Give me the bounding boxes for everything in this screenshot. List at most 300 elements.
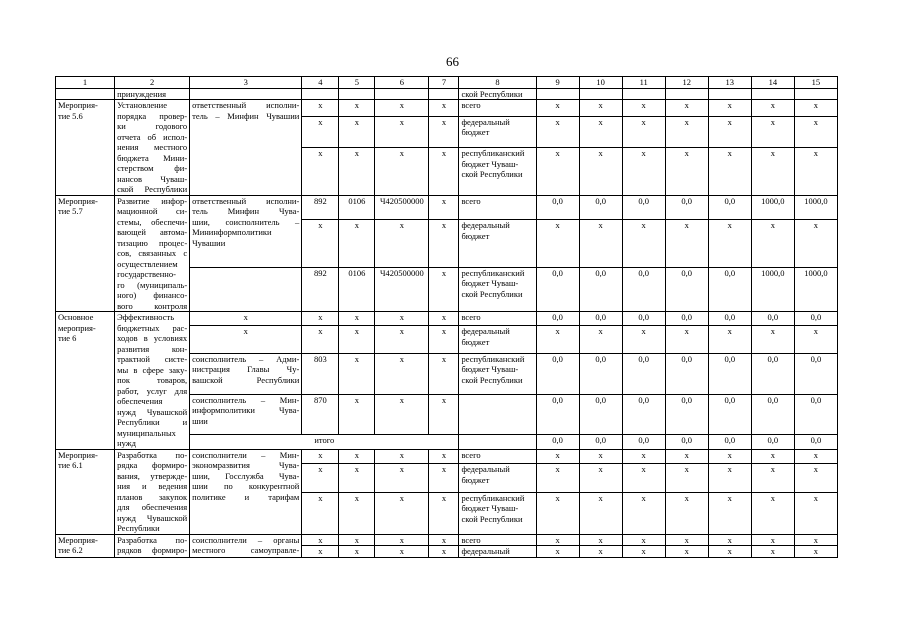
event-id <box>56 100 115 196</box>
funding-source-line: бюджет <box>461 336 490 347</box>
cell-empty <box>302 88 339 100</box>
funding-source-line: ской Республики <box>461 374 523 385</box>
code-c6: х <box>375 100 429 117</box>
executor <box>190 449 302 534</box>
event-name-line: сов, связанных с <box>117 248 188 258</box>
code-c5: х <box>339 100 375 117</box>
executor-line: соисполнитель – Адми- <box>192 353 300 364</box>
year-value: х <box>794 546 837 558</box>
code-c6: х <box>375 534 429 546</box>
event-name-line: пок товаров, <box>117 375 188 385</box>
funding-source-line: федеральный <box>461 464 510 475</box>
event-id-line: тие 6.1 <box>58 460 83 470</box>
event-name <box>115 195 190 312</box>
year-value: х <box>579 546 622 558</box>
event-name-line: работ, услуг для <box>117 385 188 396</box>
event-name-line: мы в сфере заку- <box>117 364 188 375</box>
code-c4: х <box>302 534 339 546</box>
year-value: 0,0 <box>665 394 708 435</box>
event-name-line: ния и ведения <box>117 481 188 491</box>
event-name-line: стерством фи- <box>117 163 188 173</box>
event-id-line: тие 6 <box>58 333 77 343</box>
year-value: х <box>794 326 837 354</box>
year-value: х <box>622 148 665 195</box>
executor-line: соисполнители – органы <box>192 534 300 545</box>
event-name-line: развития кон- <box>117 343 188 354</box>
code-c4: х <box>302 220 339 268</box>
column-header: 10 <box>579 77 622 89</box>
year-value: 0,0 <box>665 353 708 394</box>
code-c7: х <box>429 267 459 311</box>
year-value: х <box>708 546 751 558</box>
executor-line: соисполнитель – Мин- <box>192 394 300 405</box>
year-value: х <box>751 464 794 492</box>
year-value: 0,0 <box>794 394 837 435</box>
year-value: х <box>751 326 794 354</box>
event-name-line: вого контроля <box>117 300 188 311</box>
year-value: 0,0 <box>579 195 622 220</box>
year-value: х <box>794 116 837 148</box>
column-header: 12 <box>665 77 708 89</box>
year-value: 0,0 <box>751 394 794 435</box>
year-value: 0,0 <box>579 435 622 449</box>
year-value: х <box>708 492 751 534</box>
event-name-line: нужд <box>117 438 136 448</box>
code-c5: х <box>339 220 375 268</box>
code-c5: х <box>339 492 375 534</box>
event-name-line: бюджетных рас- <box>117 322 188 333</box>
executor-line: тель Минфин Чува- <box>192 206 300 216</box>
event-id <box>56 449 115 534</box>
year-value: х <box>665 148 708 195</box>
year-value: х <box>665 116 708 148</box>
code-c5: х <box>339 546 375 558</box>
executor: х <box>190 312 302 326</box>
code-c7: х <box>429 312 459 326</box>
funding-source <box>459 492 536 534</box>
event-name-line: нансов Чуваш- <box>117 173 188 184</box>
event-name <box>115 449 190 534</box>
executor-line: информполитики Чува- <box>192 405 300 415</box>
funding-source <box>459 195 536 220</box>
year-value: х <box>579 220 622 268</box>
year-value: х <box>708 148 751 195</box>
year-value: х <box>579 100 622 117</box>
code-c4: х <box>302 148 339 195</box>
funding-source <box>459 148 536 195</box>
year-value: х <box>536 534 579 546</box>
code-c5: х <box>339 449 375 464</box>
year-value: 0,0 <box>665 435 708 449</box>
year-value: х <box>536 449 579 464</box>
event-name <box>115 100 190 196</box>
year-value: 0,0 <box>708 394 751 435</box>
year-value: х <box>708 326 751 354</box>
code-c7: х <box>429 353 459 394</box>
event-name-line: Эффективность <box>117 312 175 322</box>
executor <box>190 394 302 435</box>
code-c6: х <box>375 326 429 354</box>
executor-line: ответственный исполни- <box>192 195 300 206</box>
total-label: итого <box>190 435 459 449</box>
page-number: 66 <box>446 54 459 69</box>
year-value: 0,0 <box>708 267 751 311</box>
code-c5: 0106 <box>339 195 375 220</box>
code-c7: х <box>429 116 459 148</box>
event-name-line: го (муниципаль- <box>117 279 188 290</box>
code-c6: х <box>375 116 429 148</box>
funding-source-line: федеральный <box>461 116 510 127</box>
funding-source-line: бюджет Чуваш- <box>461 158 519 169</box>
year-value: 0,0 <box>665 267 708 311</box>
year-value: 0,0 <box>665 312 708 326</box>
year-value: х <box>622 449 665 464</box>
funding-source-line: бюджет Чуваш- <box>461 364 519 375</box>
executor-line: Чувашии <box>192 237 226 248</box>
year-value: 0,0 <box>536 435 579 449</box>
funding-source <box>459 100 536 117</box>
year-value: х <box>579 534 622 546</box>
column-header: 11 <box>622 77 665 89</box>
code-c4: 870 <box>302 394 339 435</box>
year-value: 0,0 <box>622 312 665 326</box>
year-value: х <box>536 464 579 492</box>
code-c7: х <box>429 100 459 117</box>
funding-source-line: республиканский <box>461 148 525 159</box>
year-value: 0,0 <box>794 312 837 326</box>
year-value: х <box>536 492 579 534</box>
funding-source-line: всего <box>461 100 481 110</box>
year-value: 0,0 <box>622 435 665 449</box>
code-c6: х <box>375 312 429 326</box>
year-value: х <box>579 116 622 148</box>
year-value: х <box>579 326 622 354</box>
year-value: х <box>622 326 665 354</box>
year-value: 0,0 <box>622 394 665 435</box>
funding-source <box>459 546 536 558</box>
event-name-line: государственно- <box>117 269 176 279</box>
event-name-line: рядков формиро- <box>117 545 188 555</box>
event-id <box>56 534 115 557</box>
funding-source-line: республиканский <box>461 267 525 278</box>
event-name-line: Республики <box>117 523 160 533</box>
column-header: 13 <box>708 77 751 89</box>
funding-source-line: республиканский <box>461 353 525 364</box>
year-value: 0,0 <box>579 267 622 311</box>
funding-source-line: бюджет Чуваш- <box>461 503 519 514</box>
event-id-line: тие 6.2 <box>58 545 83 555</box>
funding-source-line: республиканский <box>461 492 525 503</box>
funding-source-line: федеральный <box>461 546 510 556</box>
code-c6: х <box>375 546 429 558</box>
year-value: х <box>622 534 665 546</box>
year-value: х <box>665 326 708 354</box>
table-row <box>56 100 838 117</box>
executor <box>190 534 302 557</box>
code-c7: х <box>429 394 459 435</box>
year-value: х <box>622 492 665 534</box>
funding-source <box>459 449 536 464</box>
year-value: х <box>751 534 794 546</box>
year-value: 0,0 <box>536 195 579 220</box>
continuation-row <box>56 88 838 100</box>
executor-line: шии, Госслужба Чува- <box>192 470 300 481</box>
year-value: х <box>536 326 579 354</box>
event-name-line: Разработка по- <box>117 449 188 460</box>
code-c5: х <box>339 116 375 148</box>
cell-empty <box>56 88 115 100</box>
event-name-line: для обеспечения <box>117 502 188 512</box>
code-c7: х <box>429 220 459 268</box>
cell-empty <box>665 88 708 100</box>
year-value: х <box>794 464 837 492</box>
year-value: х <box>751 148 794 195</box>
continued-name: принуждения <box>115 88 190 100</box>
year-value: 0,0 <box>708 312 751 326</box>
event-id <box>56 195 115 312</box>
year-value: 0,0 <box>794 353 837 394</box>
year-value: 0,0 <box>708 195 751 220</box>
event-name-line: трактной систе- <box>117 354 188 364</box>
code-c4: х <box>302 100 339 117</box>
year-value: х <box>794 100 837 117</box>
event-name-line: рядка формиро- <box>117 460 188 470</box>
executor-line: тель – Минфин Чувашии <box>192 110 300 121</box>
event-id-line: Мероприя- <box>58 195 98 206</box>
year-value: 0,0 <box>622 353 665 394</box>
column-header: 8 <box>459 77 536 89</box>
year-value: 0,0 <box>579 312 622 326</box>
executor-line: соисполнители – Мин- <box>192 449 300 460</box>
funding-source <box>459 435 536 449</box>
event-name-line: осуществлением <box>117 258 178 269</box>
funding-source <box>459 464 536 492</box>
code-c6: х <box>375 449 429 464</box>
event-name-line: вания, утвержде- <box>117 470 188 481</box>
year-value: 0,0 <box>751 353 794 394</box>
code-c7: х <box>429 464 459 492</box>
year-value: х <box>751 546 794 558</box>
funding-source <box>459 353 536 394</box>
table-row <box>56 195 838 220</box>
event-id-line: Мероприя- <box>58 449 98 460</box>
code-c5: х <box>339 464 375 492</box>
event-id-line: тие 5.6 <box>58 110 83 121</box>
code-c4: 892 <box>302 195 339 220</box>
code-c4: х <box>302 449 339 464</box>
funding-source-line: бюджет <box>461 127 490 138</box>
year-value: х <box>536 148 579 195</box>
year-value: 0,0 <box>794 435 837 449</box>
year-value: х <box>665 464 708 492</box>
event-name-line: Установление <box>117 100 168 110</box>
code-c5: х <box>339 353 375 394</box>
column-header: 15 <box>794 77 837 89</box>
year-value: х <box>751 116 794 148</box>
year-value: х <box>708 464 751 492</box>
code-c7: х <box>429 492 459 534</box>
year-value: х <box>751 220 794 268</box>
year-value: х <box>708 116 751 148</box>
event-name-line: нения местного <box>117 142 188 152</box>
header-row <box>56 77 838 89</box>
event-id-line: Мероприя- <box>58 100 98 110</box>
year-value: х <box>794 220 837 268</box>
funding-source-line: всего <box>461 534 481 545</box>
code-c4: 803 <box>302 353 339 394</box>
column-header: 1 <box>56 77 115 89</box>
executor-line: экономразвития Чува- <box>192 460 300 470</box>
year-value: х <box>579 464 622 492</box>
code-c5: х <box>339 394 375 435</box>
year-value: 0,0 <box>536 394 579 435</box>
code-c4: х <box>302 116 339 148</box>
year-value: х <box>536 100 579 117</box>
event-name-line: Разработка по- <box>117 534 188 545</box>
event-id <box>56 312 115 450</box>
event-name-line: стемы, обеспечи- <box>117 216 188 227</box>
budget-table <box>55 76 838 558</box>
event-name-line: порядка провер- <box>117 110 188 121</box>
code-c4: х <box>302 464 339 492</box>
year-value: х <box>536 546 579 558</box>
cell-empty <box>579 88 622 100</box>
year-value: 1000,0 <box>794 267 837 311</box>
executor-line: политике и тарифам <box>192 491 300 502</box>
year-value: 0,0 <box>708 353 751 394</box>
year-value: х <box>751 492 794 534</box>
year-value: х <box>708 449 751 464</box>
executor-line: Мининформполитики <box>192 227 272 237</box>
year-value: 0,0 <box>536 267 579 311</box>
funding-source <box>459 394 536 435</box>
code-c7: х <box>429 326 459 354</box>
year-value: х <box>708 534 751 546</box>
event-name-line: Республики и <box>117 417 188 427</box>
code-c6: х <box>375 394 429 435</box>
executor-line: шии <box>192 415 208 426</box>
funding-source-line: ской Республики <box>461 169 523 180</box>
year-value: х <box>708 220 751 268</box>
event-name-line: нужд Чувашской <box>117 406 188 417</box>
table-row <box>56 312 838 326</box>
executor-line: местного самоуправле- <box>192 545 300 555</box>
year-value: х <box>622 116 665 148</box>
funding-source-line: всего <box>461 195 481 206</box>
event-name-line: планов закупок <box>117 491 188 502</box>
year-value: х <box>794 492 837 534</box>
event-name-line: нужд Чувашской <box>117 512 188 523</box>
year-value: х <box>708 100 751 117</box>
executor-cont <box>190 267 302 311</box>
continued-source: ской Республики <box>459 88 536 100</box>
year-value: х <box>622 100 665 117</box>
year-value: 0,0 <box>579 353 622 394</box>
year-value: х <box>751 449 794 464</box>
cell-empty <box>190 88 302 100</box>
event-id-line: Мероприя- <box>58 534 98 545</box>
event-name-line: обеспечения <box>117 396 163 406</box>
event-name-line: ской Республики <box>117 184 188 194</box>
cell-empty <box>339 88 375 100</box>
column-header: 4 <box>302 77 339 89</box>
funding-source-line: ской Республики <box>461 288 523 299</box>
executor-line: вашской Республики <box>192 374 300 385</box>
year-value: х <box>622 464 665 492</box>
column-header: 2 <box>115 77 190 89</box>
code-c6: Ч420500000 <box>375 195 429 220</box>
event-name-line: Развитие инфор- <box>117 195 188 206</box>
year-value: х <box>794 534 837 546</box>
year-value: х <box>794 449 837 464</box>
code-c6: х <box>375 353 429 394</box>
year-value: х <box>665 449 708 464</box>
code-c4: х <box>302 546 339 558</box>
funding-source-line: бюджет Чуваш- <box>461 278 519 289</box>
event-name-line: муниципальных <box>117 427 176 438</box>
cell-empty <box>794 88 837 100</box>
event-name-line: вающей автома- <box>117 227 188 237</box>
year-value: 0,0 <box>751 435 794 449</box>
year-value: х <box>794 148 837 195</box>
column-header: 7 <box>429 77 459 89</box>
code-c4: х <box>302 326 339 354</box>
code-c6: х <box>375 220 429 268</box>
cell-empty <box>536 88 579 100</box>
year-value: х <box>536 116 579 148</box>
year-value: х <box>665 534 708 546</box>
year-value: х <box>665 220 708 268</box>
funding-source <box>459 220 536 268</box>
executor-line: шии, соисполнитель – <box>192 216 300 227</box>
funding-source-line: федеральный <box>461 326 510 337</box>
year-value: 0,0 <box>622 195 665 220</box>
event-name-line: ходов в условиях <box>117 333 188 343</box>
year-value: х <box>579 449 622 464</box>
event-name-line: ного) финансо- <box>117 290 188 300</box>
funding-source-line: федеральный <box>461 220 510 231</box>
cell-empty <box>622 88 665 100</box>
funding-source-line: бюджет <box>461 474 490 485</box>
code-c7: х <box>429 148 459 195</box>
code-c6: Ч420500000 <box>375 267 429 311</box>
code-c7: х <box>429 195 459 220</box>
executor-line: ответственный исполни- <box>192 100 300 110</box>
executor <box>190 353 302 394</box>
year-value: х <box>665 100 708 117</box>
code-c5: х <box>339 148 375 195</box>
funding-source-line: бюджет <box>461 230 490 241</box>
event-name-line: ки годового <box>117 121 188 131</box>
year-value: х <box>665 492 708 534</box>
year-value: 0,0 <box>579 394 622 435</box>
funding-source-line: ской Республики <box>461 513 523 524</box>
code-c4: х <box>302 312 339 326</box>
funding-source-line: всего <box>461 449 481 460</box>
column-header: 6 <box>375 77 429 89</box>
year-value: 1000,0 <box>751 195 794 220</box>
funding-source <box>459 534 536 546</box>
code-c6: х <box>375 148 429 195</box>
year-value: 0,0 <box>751 312 794 326</box>
year-value: 0,0 <box>536 312 579 326</box>
year-value: 0,0 <box>708 435 751 449</box>
event-id-line: мероприя- <box>58 322 96 333</box>
event-name-line: мационной си- <box>117 206 188 216</box>
code-c5: 0106 <box>339 267 375 311</box>
event-name <box>115 312 190 450</box>
executor-line: нистрация Главы Чу- <box>192 364 300 375</box>
